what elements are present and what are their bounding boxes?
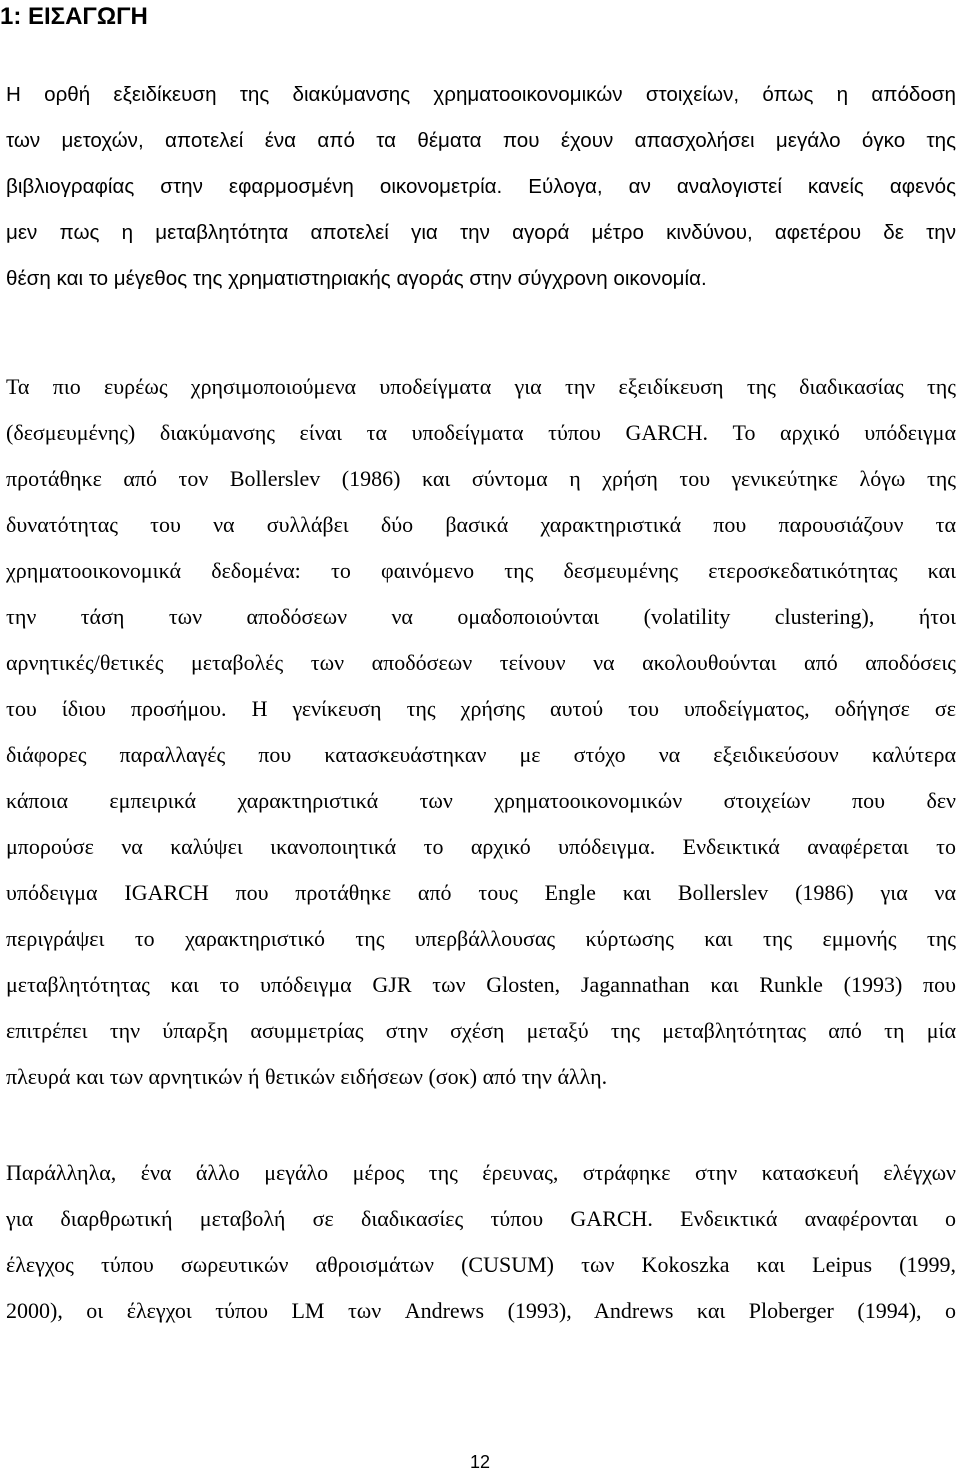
text-line: Η ορθή εξειδίκευση της διακύμανσης χρηματοοικονομικών στοιχείων, όπως η απόδοση xyxy=(6,83,956,106)
text-line: προτάθηκε από τον Bollerslev (1986) και σύντομα η χρήση του γενικεύτηκε λόγω της xyxy=(6,466,956,491)
text-line: του ίδιου προσήμου. Η γενίκευση της χρήσης αυτού του υποδείγματος, οδήγησε σε xyxy=(6,696,956,721)
text-line: των μετοχών, αποτελεί ένα από τα θέματα που έχουν απασχολήσει μεγάλο όγκο της xyxy=(6,129,956,152)
paragraph-intro xyxy=(6,72,956,302)
text-line: για διαρθρωτική μεταβολή σε διαδικασίες τύπου GARCH. Ενδεικτικά αναφέρονται ο xyxy=(6,1206,956,1231)
text-line: δυνατότητας του να συλλάβει δύο βασικά χαρακτηριστικά που παρουσιάζουν τα xyxy=(6,512,956,537)
text-line: μεταβλητότητας και το υπόδειγμα GJR των Glosten, Jagannathan και Runkle (1993) που xyxy=(6,972,956,997)
text-line: αρνητικές/θετικές μεταβολές των αποδόσεων τείνουν να ακολουθούνται από αποδόσεις xyxy=(6,650,956,675)
page-number: 12 xyxy=(469,1452,491,1472)
text-line: κάποια εμπειρικά χαρακτηριστικά των χρηματοοικονομικών στοιχείων που δεν xyxy=(6,788,956,813)
text-line: επιτρέπει την ύπαρξη ασυμμετρίας στην σχέση μεταξύ της μεταβλητότητας από τη μία xyxy=(6,1018,956,1043)
paragraph-garch xyxy=(6,364,956,1100)
text-line: πλευρά και των αρνητικών ή θετικών ειδήσεων (σοκ) από την άλλη. xyxy=(6,1064,608,1089)
text-line: χρηματοοικονομικά δεδομένα: το φαινόμενο της δεσμευμένης ετεροσκεδατικότητας και xyxy=(6,558,956,583)
section-heading: 1: ΕΙΣΑΓΩΓΗ xyxy=(0,3,148,30)
text-line: διάφορες παραλλαγές που κατασκευάστηκαν με στόχο να εξειδικεύσουν καλύτερα xyxy=(6,742,956,767)
text-line: μπορούσε να καλύψει ικανοποιητικά το αρχικό υπόδειγμα. Ενδεικτικά αναφέρεται το xyxy=(6,834,956,859)
text-line: θέση και το μέγεθος της χρηματιστηριακής αγοράς στην σύγχρονη οικονομία. xyxy=(6,267,707,290)
text-line: την τάση των αποδόσεων να ομαδοποιούνται (volatility clustering), ήτοι xyxy=(6,604,956,629)
text-line: περιγράψει το χαρακτηριστικό της υπερβάλλουσας κύρτωσης και της εμμονής της xyxy=(6,926,956,951)
text-line: υπόδειγμα IGARCH που προτάθηκε από τους Engle και Bollerslev (1986) για να xyxy=(6,880,956,905)
text-line: Τα πιο ευρέως χρησιμοποιούμενα υποδείγματα για την εξειδίκευση της διαδικασίας της xyxy=(6,374,956,399)
text-line: βιβλιογραφίας στην εφαρμοσμένη οικονομετρία. Εύλογα, αν αναλογιστεί κανείς αφενός xyxy=(6,175,956,198)
text-line: μεν πως η μεταβλητότητα αποτελεί για την αγορά μέτρο κινδύνου, αφετέρου δε την xyxy=(6,221,956,244)
text-line: 2000), οι έλεγχοι τύπου LM των Andrews (1993), Andrews και Ploberger (1994), ο xyxy=(6,1298,956,1323)
text-line: Παράλληλα, ένα άλλο μεγάλο μέρος της έρευνας, στράφηκε στην κατασκευή ελέγχων xyxy=(6,1160,956,1185)
paragraph-structural-breaks xyxy=(6,1150,956,1334)
text-line: έλεγχος τύπου σωρευτικών αθροισμάτων (CUSUM) των Kokoszka και Leipus (1999, xyxy=(6,1252,956,1277)
text-line: (δεσμευμένης) διακύμανσης είναι τα υποδείγματα τύπου GARCH. Το αρχικό υπόδειγμα xyxy=(6,420,956,445)
